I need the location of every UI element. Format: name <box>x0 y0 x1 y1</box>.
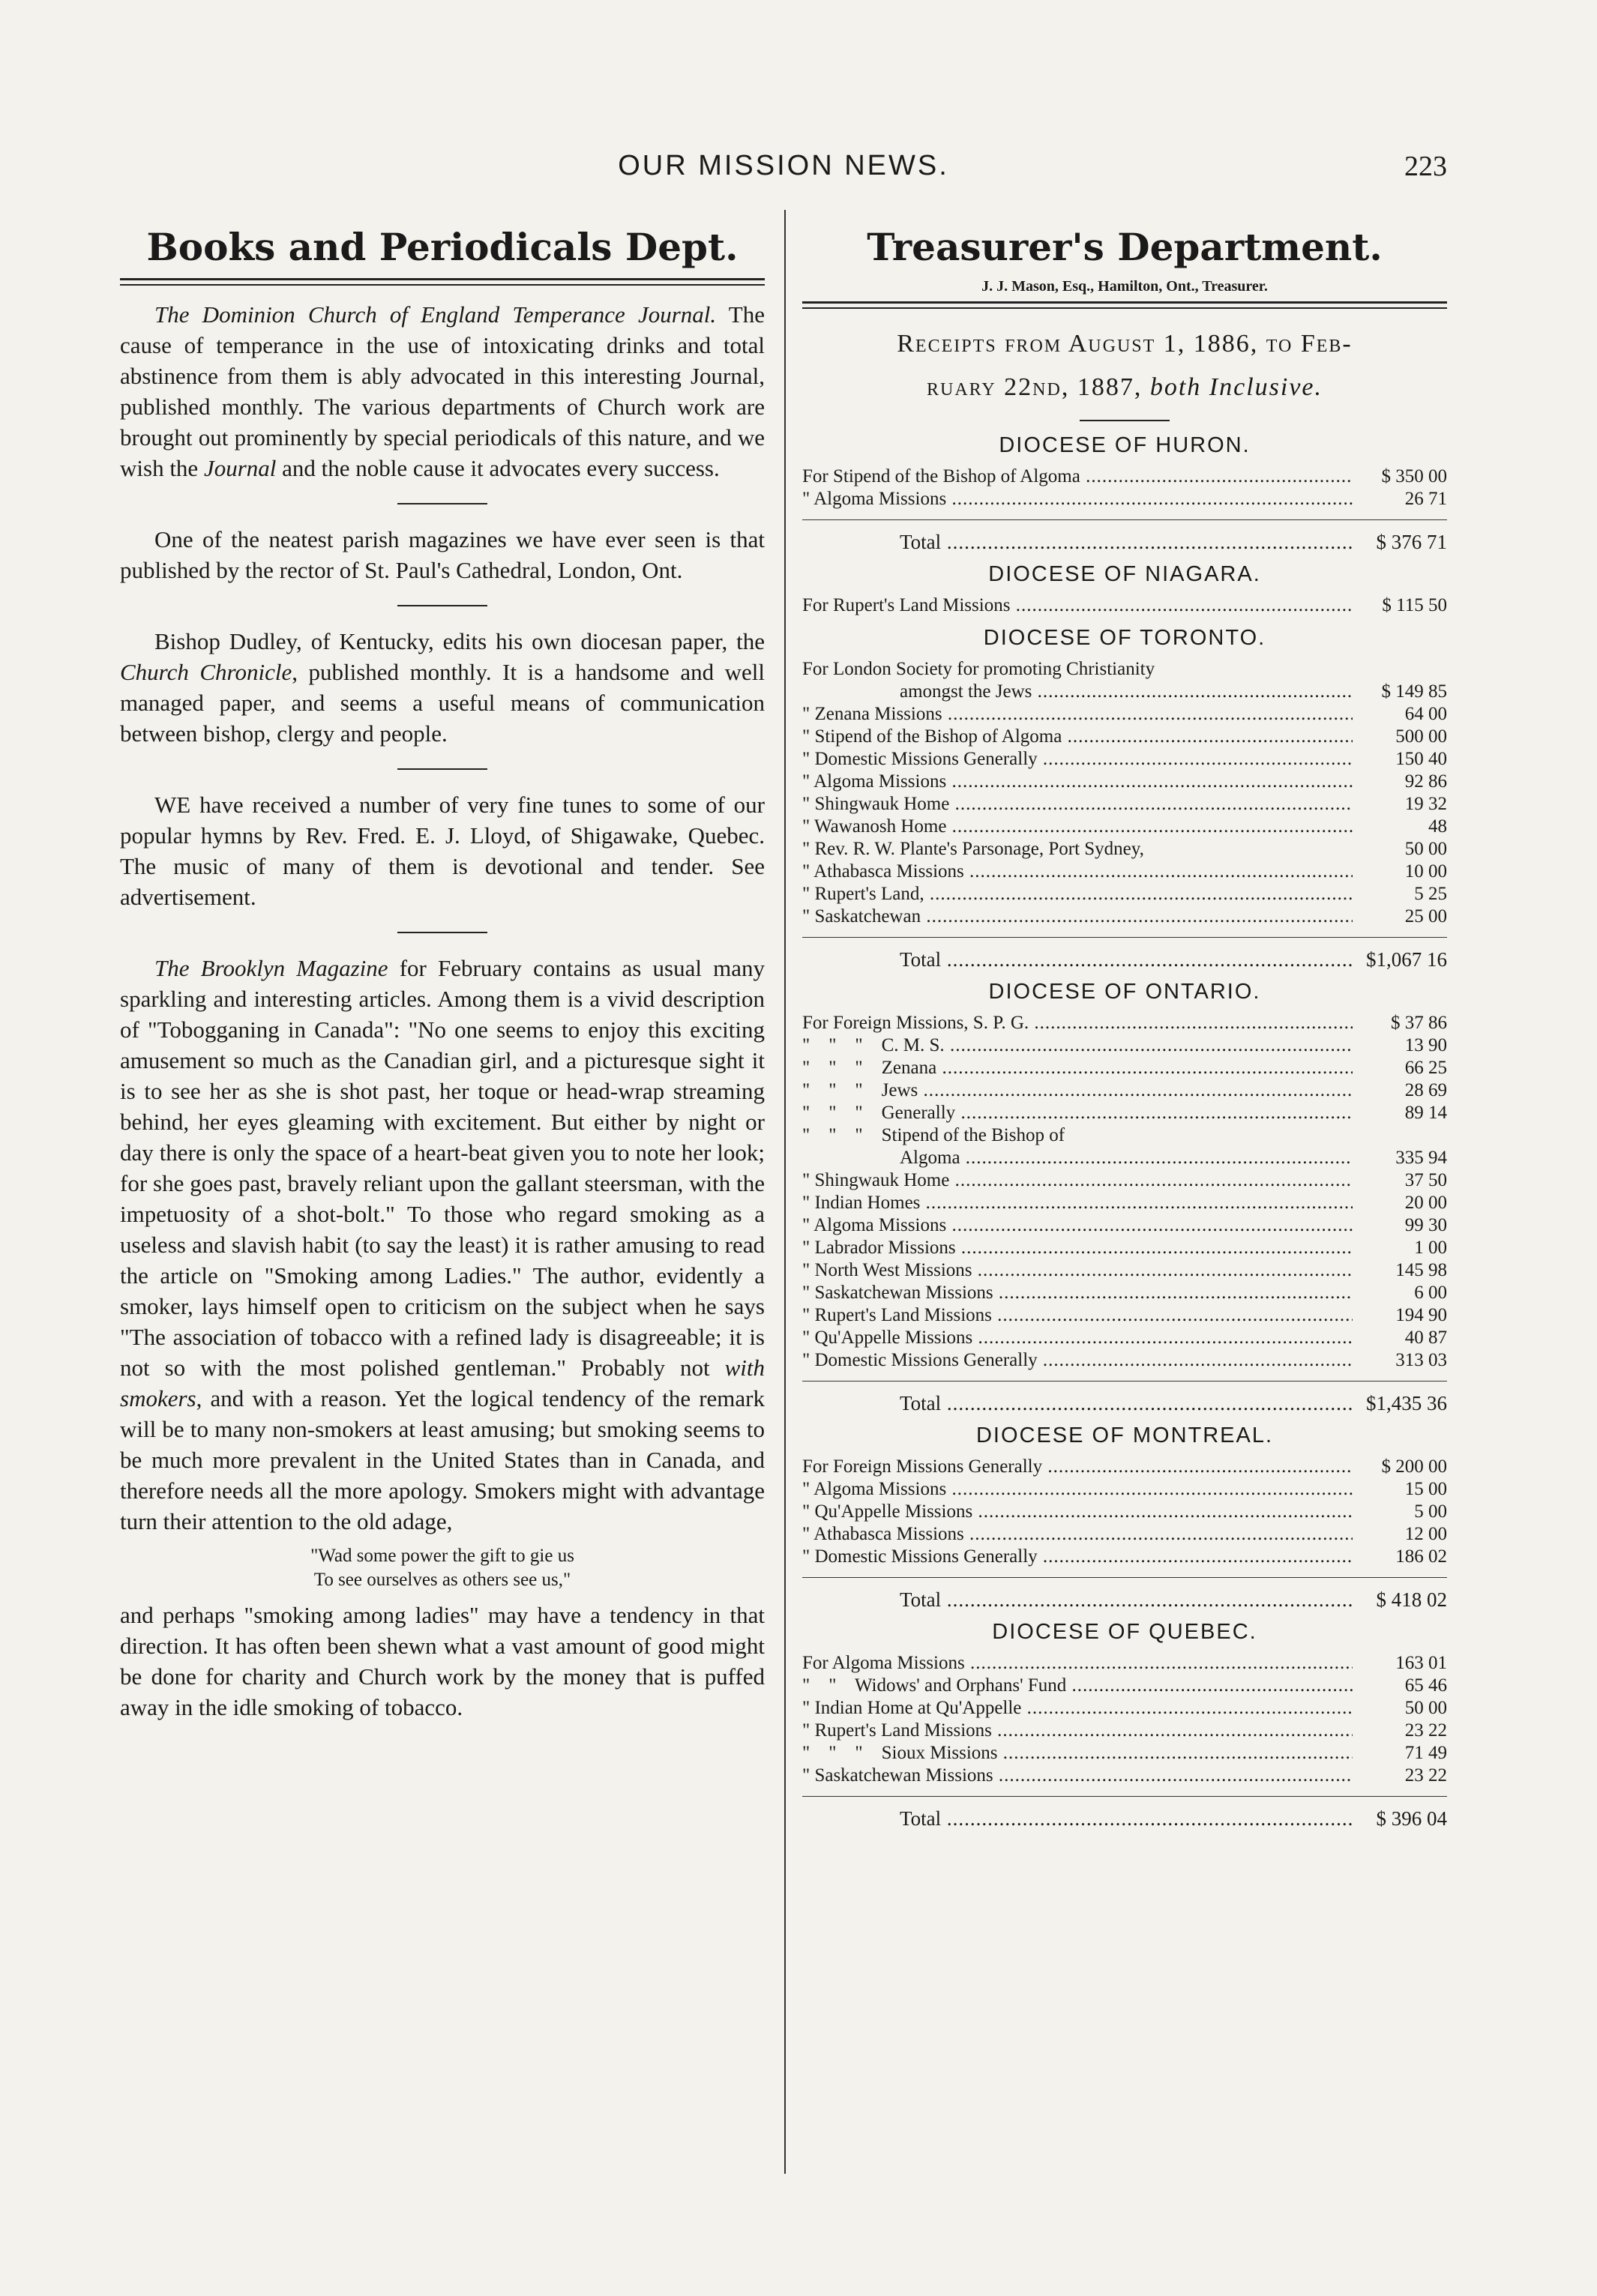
ledger-label: " Domestic Missions Generally ..... <box>802 1546 1353 1568</box>
brooklyn-magazine-paragraph <box>120 953 765 1537</box>
ledger-row <box>802 1214 1447 1237</box>
ledger-row <box>802 1169 1447 1192</box>
p3-text-a: Bishop Dudley, of Kentucky, edits his own diocesan paper, the <box>154 628 765 654</box>
verse-quote <box>120 1544 765 1592</box>
ledger-row <box>802 703 1447 726</box>
ledger-label: " Saskatchewan ..... <box>802 906 1353 928</box>
ledger-row <box>802 1102 1447 1124</box>
ledger-label: " Labrador Missions ..... <box>802 1237 1353 1259</box>
ledger-amount: 19 32 <box>1404 794 1447 814</box>
ledger-separator <box>802 519 1447 520</box>
ledger-amount: $ 350 00 <box>1381 466 1447 486</box>
ledger-label: " Domestic Missions Generally ..... <box>802 1349 1353 1372</box>
ledger-row <box>802 1697 1447 1720</box>
brooklyn-magazine-name: The Brooklyn Magazine <box>154 955 388 981</box>
total-label: Total ..... <box>802 531 1353 553</box>
ledger-amount: 26 71 <box>1404 489 1447 509</box>
ledger-amount: 65 46 <box>1404 1675 1447 1696</box>
column-divider <box>784 210 786 2174</box>
ledger-row <box>802 1765 1447 1787</box>
ledger-label: " " " Sioux Missions ..... <box>802 1742 1353 1765</box>
ledger-amount: 500 00 <box>1395 726 1447 747</box>
ledger-separator <box>802 937 1447 938</box>
ledger-label: " " " Generally ..... <box>802 1102 1353 1124</box>
ledger-label: For Rupert's Land Missions ..... <box>802 594 1353 617</box>
ontario-ledger <box>802 1012 1447 1414</box>
total-amount: $ 376 71 <box>1376 531 1447 553</box>
ledger-label: " North West Missions ..... <box>802 1259 1353 1282</box>
ledger-row <box>802 883 1447 906</box>
diocese-huron-heading: DIOCESE OF HURON. <box>999 433 1251 457</box>
ledger-label: " Rev. R. W. Plante's Parsonage, Port Sydney, <box>802 839 1144 859</box>
ledger-row <box>802 1124 1447 1147</box>
ledger-total <box>802 1588 1447 1611</box>
ledger-amount: 64 00 <box>1404 704 1447 724</box>
verse-line-1: "Wad some power the gift to gie us <box>310 1546 574 1566</box>
ledger-row <box>802 594 1447 617</box>
ledger-row <box>802 488 1447 510</box>
ledger-amount: 99 30 <box>1404 1215 1447 1235</box>
ledger-row <box>802 1192 1447 1214</box>
separator-rule <box>1080 420 1170 421</box>
ledger-amount: 50 00 <box>1404 1698 1447 1718</box>
ledger-amount: 150 40 <box>1395 749 1447 769</box>
bishop-dudley-paragraph <box>120 626 765 749</box>
ledger-label: " Algoma Missions ..... <box>802 1214 1353 1237</box>
ledger-label: " Indian Home at Qu'Appelle ..... <box>802 1697 1353 1720</box>
ledger-amount: 23 22 <box>1404 1720 1447 1741</box>
receipts-heading <box>802 322 1447 409</box>
ledger-amount: 5 25 <box>1414 884 1447 904</box>
ledger-amount: 6 00 <box>1414 1283 1447 1303</box>
diocese-ontario-heading: DIOCESE OF ONTARIO. <box>988 980 1261 1004</box>
p5-text-b: , and with a reason. Yet the logical tendency of the remark will be to many non-smokers at least amusing; but smoking seems to be much more prevalent in the United States than in Canada, and therefore needs all the more apology. Smokers might with advantage turn their attention to the old adage, <box>120 1385 765 1534</box>
ledger-label: " " " Jews ..... <box>802 1079 1353 1102</box>
total-amount: $ 396 04 <box>1376 1807 1447 1830</box>
ledger-amount: 145 98 <box>1395 1260 1447 1280</box>
ledger-label: For Stipend of the Bishop of Algoma ..... <box>802 465 1353 488</box>
ledger-label: " Qu'Appelle Missions ..... <box>802 1501 1353 1523</box>
ledger-row <box>802 465 1447 488</box>
toronto-ledger <box>802 658 1447 971</box>
books-dept-title: Books and Periodicals Dept. <box>146 225 739 269</box>
total-label: Total ..... <box>802 1392 1353 1414</box>
treasurer-name: J. J. Mason, Esq., Hamilton, Ont., Treasurer. <box>981 278 1268 295</box>
separator-rule <box>397 768 487 770</box>
ledger-total <box>802 1392 1447 1414</box>
ledger-label: " " " Stipend of the Bishop of <box>802 1125 1065 1145</box>
ledger-amount: $ 115 50 <box>1382 595 1447 615</box>
ledger-row <box>802 1456 1447 1478</box>
ledger-row <box>802 1327 1447 1349</box>
total-label: Total ..... <box>802 1588 1353 1611</box>
ledger-amount: $ 200 00 <box>1381 1456 1447 1477</box>
ledger-amount: 66 25 <box>1404 1058 1447 1078</box>
ledger-row <box>802 681 1447 703</box>
total-amount: $ 418 02 <box>1376 1588 1447 1611</box>
ledger-label: " Athabasca Missions ..... <box>802 861 1353 883</box>
ledger-total <box>802 531 1447 553</box>
ledger-label: For Foreign Missions, S. P. G. ..... <box>802 1012 1353 1034</box>
hymn-tunes-paragraph: WE have received a number of very fine tunes to some of our popular hymns by Rev. Fred. E. J. Lloyd, of Shigawake, Quebec. The music of many of them is devotional and tender. See advertisement. <box>120 792 765 910</box>
title-rule <box>802 301 1447 309</box>
ledger-total <box>802 948 1447 971</box>
ledger-label: " Indian Homes ..... <box>802 1192 1353 1214</box>
ledger-label: amongst the Jews ..... <box>802 681 1353 703</box>
ledger-row <box>802 1501 1447 1523</box>
ledger-row <box>802 838 1447 861</box>
niagara-ledger <box>802 594 1447 617</box>
church-chronicle: Church Chronicle <box>120 659 292 685</box>
ledger-row <box>802 748 1447 771</box>
ledger-label: " Saskatchewan Missions ..... <box>802 1282 1353 1304</box>
receipts-inclusive: both Inclusive. <box>1149 373 1323 401</box>
ledger-row <box>802 1237 1447 1259</box>
ledger-row <box>802 1652 1447 1675</box>
ledger-label: " Wawanosh Home ..... <box>802 816 1353 838</box>
ledger-amount: 5 00 <box>1414 1501 1447 1522</box>
p1-journal: Journal <box>203 455 277 481</box>
ledger-label: " " " Zenana ..... <box>802 1057 1353 1079</box>
treasurer-column <box>802 225 1447 1830</box>
total-amount: $1,435 36 <box>1366 1392 1447 1414</box>
ledger-amount: 40 87 <box>1404 1328 1447 1348</box>
ledger-row <box>802 1012 1447 1034</box>
p1-text: The cause of temperance in the use of intoxicating drinks and total abstinence from them is ably advocated in this interesting Journal, published monthly. The various departments of Church work are brought out prominently by special periodicals of this nature, and we wish the <box>120 301 765 481</box>
ledger-amount: 92 86 <box>1404 771 1447 792</box>
ledger-label: " Stipend of the Bishop of Algoma ..... <box>802 726 1353 748</box>
closing-paragraph: and perhaps "smoking among ladies" may have a tendency in that direction. It has often been shewn what a vast amount of good might be done for charity and Church work by the money that is puffed away in the idle smoking of tobacco. <box>120 1602 765 1720</box>
ledger-label: " Qu'Appelle Missions ..... <box>802 1327 1353 1349</box>
total-amount: $1,067 16 <box>1366 948 1447 971</box>
diocese-montreal-heading: DIOCESE OF MONTREAL. <box>975 1423 1274 1447</box>
ledger-label: " Rupert's Land Missions ..... <box>802 1304 1353 1327</box>
parish-magazine-paragraph: One of the neatest parish magazines we have ever seen is that published by the rector of St. Paul's Cathedral, London, Ont. <box>120 526 765 583</box>
ledger-row <box>802 1282 1447 1304</box>
ledger-row <box>802 1259 1447 1282</box>
diocese-toronto-heading: DIOCESE OF TORONTO. <box>983 626 1266 650</box>
diocese-quebec-heading: DIOCESE OF QUEBEC. <box>992 1620 1257 1644</box>
ledger-amount: 71 49 <box>1404 1743 1447 1763</box>
ledger-row <box>802 1675 1447 1697</box>
ledger-amount: 15 00 <box>1404 1479 1447 1499</box>
ledger-row <box>802 1034 1447 1057</box>
p5-text-a: for February contains as usual many sparkling and interesting articles. Among them is a vivid description of "Tobogganing in Canada": "No one seems to enjoy this exciting amusement so much as the Canadian girl, and a picturesque sight it is to see her as she is shot past, her toque or head-wrap streaming behind, her eyes gleaming with excitement. But either by night or day there is only the space of a heart-beat given you to note her look; for she goes past, bravely reliant upon the gallant steersman, with the impetuosity of a shot-bolt." To those who regard smoking as a useless and slavish habit (to say the least) it is rather amusing to read the article on "Smoking among Ladies." The author, evidently a smoker, lays himself open to criticism on the subject when he says "The association of tobacco with a refined lady is disagreeable; it is not so with the most polished gentleman." Probably not <box>120 955 765 1381</box>
total-label: Total ..... <box>802 948 1353 971</box>
ledger-amount: 186 02 <box>1395 1546 1447 1567</box>
ledger-amount: 335 94 <box>1395 1148 1447 1168</box>
receipts-line-1: Receipts from August 1, 1886, to Feb- <box>897 330 1353 358</box>
ledger-amount: 1 00 <box>1414 1238 1447 1258</box>
ledger-amount: 194 90 <box>1395 1305 1447 1325</box>
ledger-row <box>802 1349 1447 1372</box>
ledger-row <box>802 771 1447 793</box>
ledger-amount: 10 00 <box>1404 861 1447 882</box>
ledger-row <box>802 1523 1447 1546</box>
ledger-label: " Algoma Missions ..... <box>802 488 1353 510</box>
ledger-row <box>802 1304 1447 1327</box>
ledger-amount: 50 00 <box>1404 839 1447 859</box>
ledger-row <box>802 1546 1447 1568</box>
page-number: 223 <box>1404 151 1447 182</box>
temperance-journal-paragraph <box>120 299 765 483</box>
ledger-row <box>802 1079 1447 1102</box>
ledger-amount: $ 37 86 <box>1391 1013 1447 1033</box>
ledger-row <box>802 906 1447 928</box>
separator-rule <box>397 605 487 606</box>
ledger-amount: 28 69 <box>1404 1080 1447 1100</box>
ledger-row <box>802 1147 1447 1169</box>
huron-ledger <box>802 465 1447 553</box>
separator-rule <box>397 932 487 933</box>
ledger-amount: $ 149 85 <box>1381 681 1447 702</box>
ledger-label: " " Widows' and Orphans' Fund ..... <box>802 1675 1353 1697</box>
ledger-row <box>802 1478 1447 1501</box>
title-rule <box>120 278 765 286</box>
ledger-label: " Shingwauk Home ..... <box>802 793 1353 816</box>
receipts-line-2: ruary 22nd, 1887, <box>926 373 1150 401</box>
ledger-amount: 313 03 <box>1395 1350 1447 1370</box>
ledger-label: For Algoma Missions ..... <box>802 1652 1353 1675</box>
journal-name: The Dominion Church of England Temperance Journal. <box>154 301 717 328</box>
ledger-amount: 20 00 <box>1404 1193 1447 1213</box>
books-periodicals-column <box>120 225 765 1723</box>
ledger-amount: 25 00 <box>1404 906 1447 926</box>
ledger-label: " Zenana Missions ..... <box>802 703 1353 726</box>
ledger-total <box>802 1807 1447 1830</box>
ledger-label: For Foreign Missions Generally ..... <box>802 1456 1353 1478</box>
ledger-row <box>802 793 1447 816</box>
ledger-label: Algoma ..... <box>802 1147 1353 1169</box>
ledger-row <box>802 1720 1447 1742</box>
total-label: Total ..... <box>802 1807 1353 1830</box>
p1-end: and the noble cause it advocates every success. <box>276 455 720 481</box>
running-title: OUR MISSION NEWS. <box>618 150 949 181</box>
ledger-label: " Rupert's Land Missions ..... <box>802 1720 1353 1742</box>
ledger-row <box>802 726 1447 748</box>
treasurer-dept-title: Treasurer's Department. <box>867 225 1383 269</box>
quebec-ledger <box>802 1652 1447 1830</box>
ledger-amount: 37 50 <box>1404 1170 1447 1190</box>
ledger-label: " Shingwauk Home ..... <box>802 1169 1353 1192</box>
ledger-label: " Athabasca Missions ..... <box>802 1523 1353 1546</box>
ledger-label: " Algoma Missions ..... <box>802 1478 1353 1501</box>
montreal-ledger <box>802 1456 1447 1611</box>
ledger-label: " Saskatchewan Missions ..... <box>802 1765 1353 1787</box>
ledger-label: " Rupert's Land, ..... <box>802 883 1353 906</box>
with-smokers: with smokers <box>120 1355 765 1411</box>
separator-rule <box>397 503 487 504</box>
running-head <box>120 150 1447 195</box>
ledger-label: " Domestic Missions Generally ..... <box>802 748 1353 771</box>
ledger-row <box>802 1057 1447 1079</box>
ledger-separator <box>802 1796 1447 1797</box>
ledger-amount: 48 <box>1428 816 1447 837</box>
ledger-amount: 12 00 <box>1404 1524 1447 1544</box>
ledger-label: " Algoma Missions ..... <box>802 771 1353 793</box>
ledger-amount: 89 14 <box>1404 1103 1447 1123</box>
ledger-amount: 13 90 <box>1404 1035 1447 1055</box>
ledger-row <box>802 1742 1447 1765</box>
verse-line-2: To see ourselves as others see us," <box>313 1570 571 1590</box>
ledger-row <box>802 861 1447 883</box>
ledger-label: For London Society for promoting Christianity <box>802 659 1155 679</box>
ledger-row <box>802 816 1447 838</box>
ledger-label: " " " C. M. S. ..... <box>802 1034 1353 1057</box>
ledger-amount: 23 22 <box>1404 1765 1447 1786</box>
p3-text-b: , published monthly. It is a handsome and well managed paper, and seems a useful means of communication between bishop, clergy and people. <box>120 659 765 747</box>
ledger-separator <box>802 1577 1447 1578</box>
diocese-niagara-heading: DIOCESE OF NIAGARA. <box>988 562 1261 586</box>
ledger-amount: 163 01 <box>1395 1653 1447 1673</box>
ledger-row <box>802 658 1447 681</box>
